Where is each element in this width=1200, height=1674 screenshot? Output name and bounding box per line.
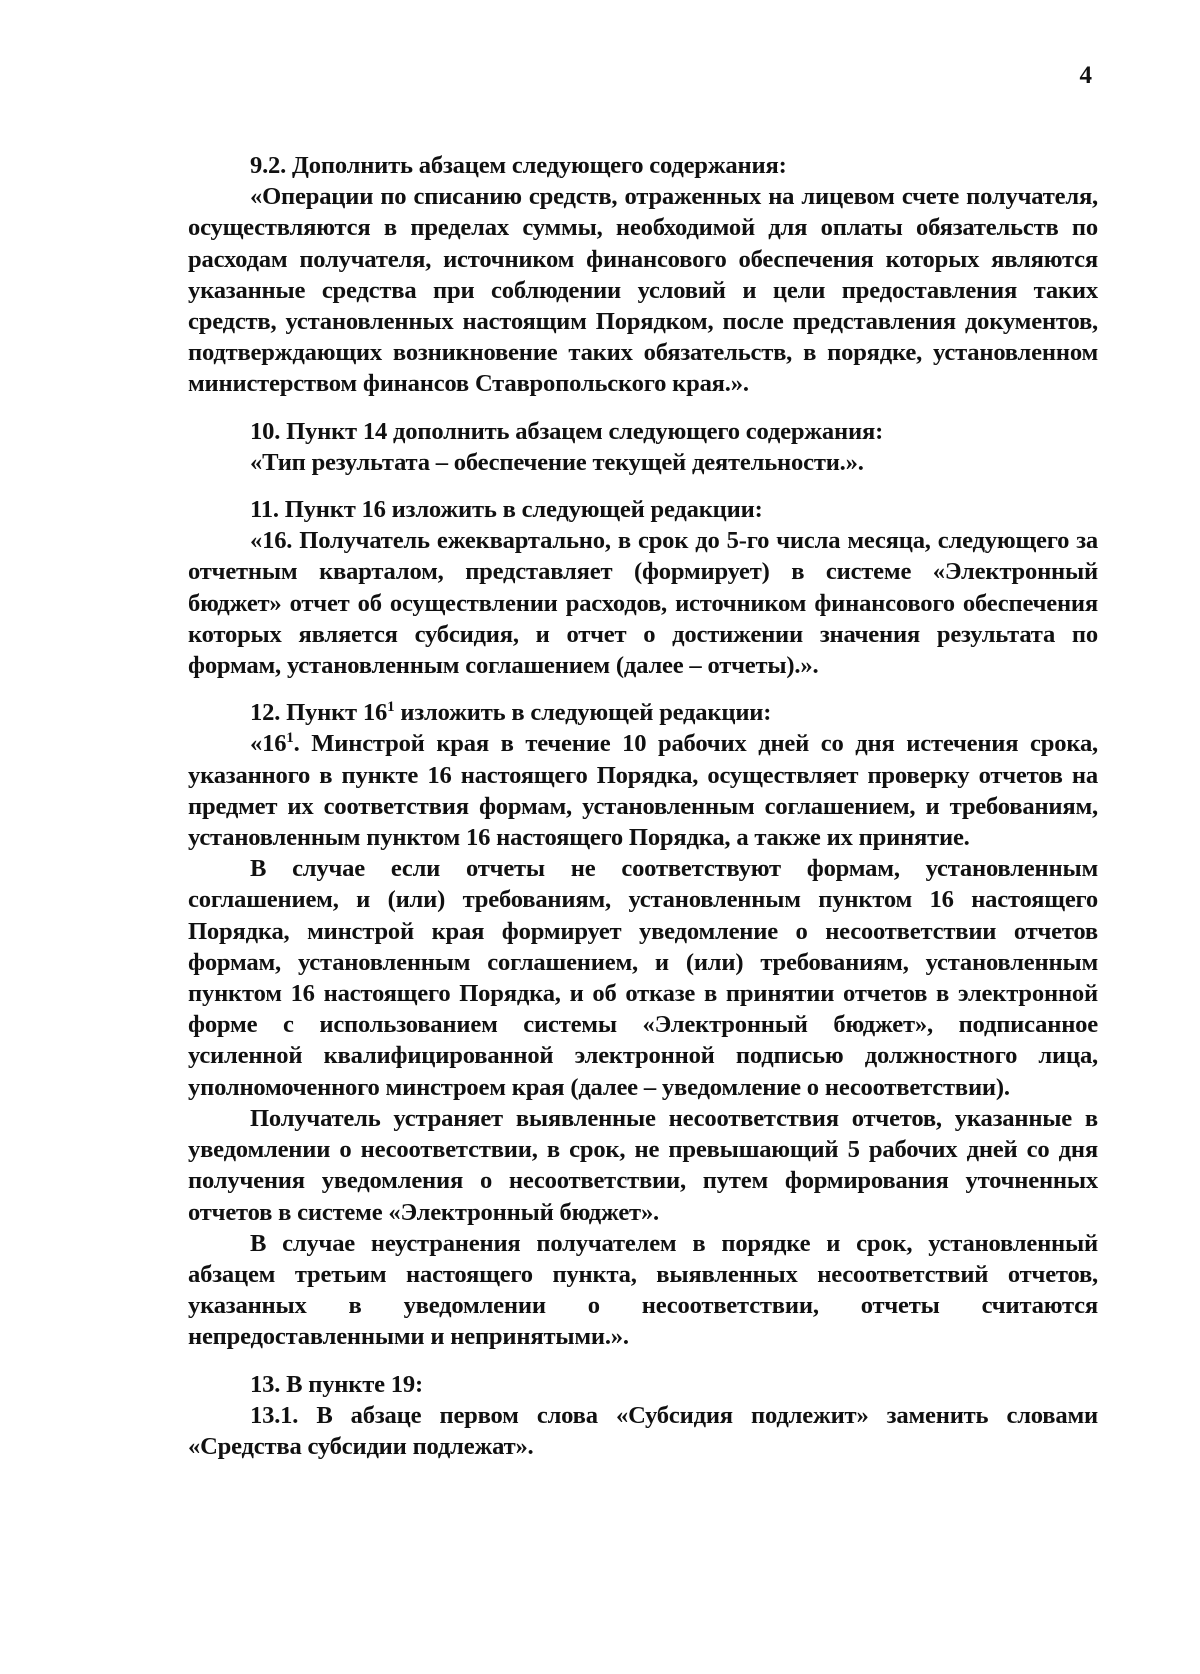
paragraph-12-text-body: . Минстрой края в течение 10 рабочих дней со дня истечения срока, указанного в пункте 16 настоящего Порядка, осуществляет проверку отчетов на предмет их соответствия формам, установленным соглашением, и требованиям, установленным пунктом 16 настоящего Порядка, а также их принятие. xyxy=(188,730,1098,852)
paragraph-12-mismatch: В случае если отчеты не соответствуют формам, установленным соглашением, и (или) требованиям, установленным пунктом 16 настоящего Порядка, минстрой края формирует уведомление о несоответствии отчетов формам, установленным соглашением, и (или) требованиям, установленным пунктом 16 настоящего Порядка, и об отказе в принятии отчетов в электронной форме с использованием системы «Электронный бюджет», подписанное усиленной квалифицированной электронной подписью должностного лица, уполномоченного минстроем края (далее – уведомление о несоответствии). xyxy=(188,855,1098,1101)
paragraph-12-correction: Получатель устраняет выявленные несоответствия отчетов, указанные в уведомлении о несоответствии, в срок, не превышающий 5 рабочих дней со дня получения уведомления о несоответствии, путем формирования уточненных отчетов в системе «Электронный бюджет». xyxy=(188,1104,1098,1226)
paragraph-9-2-text: «Операции по списанию средств, отраженных на лицевом счете получателя, осуществляются в пределах суммы, необходимой для оплаты обязательств по расходам получателя, источником финансового обеспечения которых являются указанные средства при соблюдении условий и цели предоставления таких средств, установленных настоящим Порядком, после представления документов, подтверждающих возникновение таких обязательств, в порядке, установленном министерством финансов Ставропольского края.». xyxy=(188,183,1098,398)
paragraph-13-heading: 13. В пункте 19: xyxy=(250,1370,423,1398)
paragraph-12-heading xyxy=(188,697,1098,728)
paragraph-10-text: «Тип результата – обеспечение текущей деятельности.». xyxy=(250,448,864,476)
paragraph-9-2-heading: 9.2. Дополнить абзацем следующего содержания: xyxy=(250,152,787,179)
paragraph-12-not-fixed: В случае неустранения получателем в порядке и срок, установленный абзацем третьим настоящего пункта, выявленных несоответствий отчетов, указанных в уведомлении о несоответствии, отчеты считаются непредоставленными и непринятыми.». xyxy=(188,1229,1098,1351)
paragraph-13-1-text: 13.1. В абзаце первом слова «Субсидия подлежит» заменить словами «Средства субсидии подлежат». xyxy=(188,1401,1098,1460)
document-body xyxy=(188,150,1098,1462)
page-number: 4 xyxy=(1079,62,1092,89)
paragraph-10-heading: 10. Пункт 14 дополнить абзацем следующего содержания: xyxy=(250,417,884,445)
paragraph-12-text xyxy=(188,728,1098,853)
paragraph-11-text: «16. Получатель ежеквартально, в срок до 5-го числа месяца, следующего за отчетным кварталом, представляет (формирует) в системе «Электронный бюджет» отчет об осуществлении расходов, источником финансового обеспечения которых является субсидия, и отчет о достижении значения результата по формам, установленным соглашением (далее – отчеты).». xyxy=(188,527,1098,680)
superscript-one: 1 xyxy=(387,699,395,716)
paragraph-12-heading-end: изложить в следующей редакции: xyxy=(394,699,772,727)
paragraph-12-text-start: «16 xyxy=(250,730,287,758)
paragraph-11-heading: 11. Пункт 16 изложить в следующей редакции: xyxy=(250,496,763,524)
superscript-one: 1 xyxy=(286,730,294,747)
paragraph-12-heading-start: 12. Пункт 16 xyxy=(250,699,388,727)
